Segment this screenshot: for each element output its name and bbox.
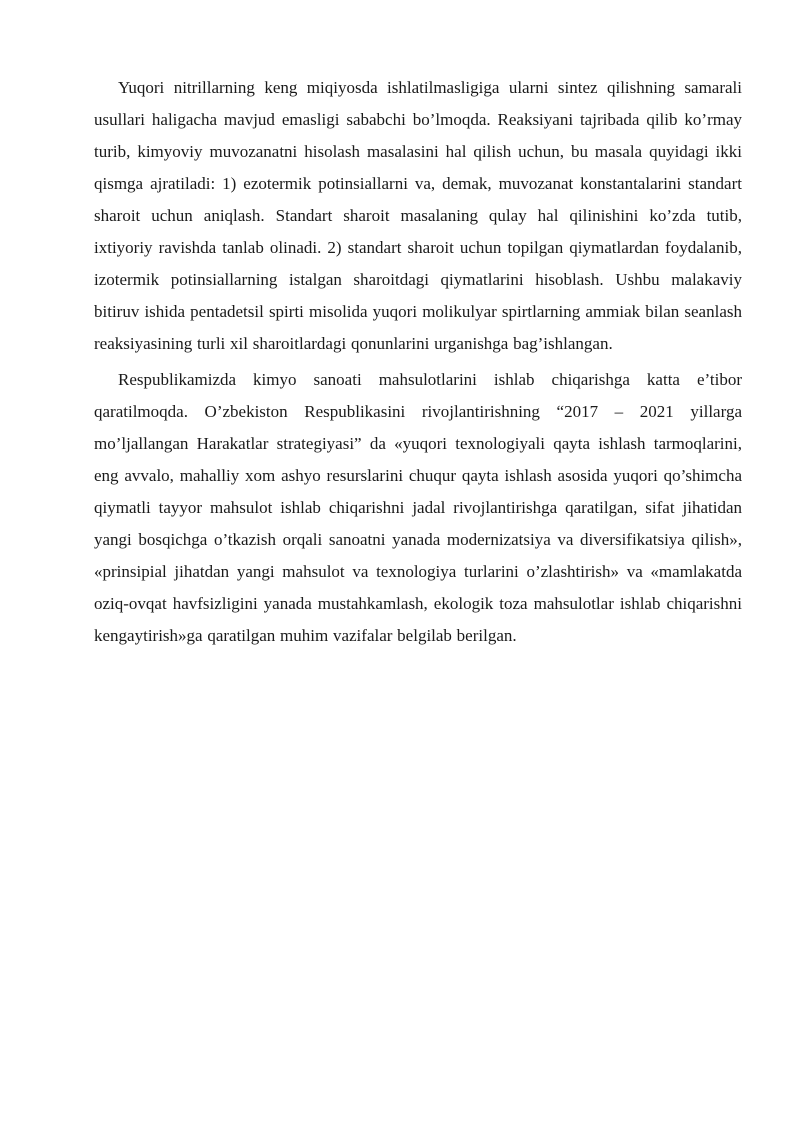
document-body — [94, 72, 742, 656]
paragraph-1: Yuqori nitrillarning keng miqiyosda ishlatilmasligiga ularni sintez qilishning samarali usullari haligacha mavjud emasligi sababchi bo’lmoqda. Reaksiyani tajribada qilib ko’rmay turib, kimyoviy muvozanatni hisolash masalasini hal qilish uchun, bu masala quyidagi ikki qismga ajratiladi: 1) ezotermik potinsiallarni va, demak, muvozanat konstantalarini standart sharoit uchun aniqlash. Standart sharoit masalaning qulay hal qilinishini ko’zda tutib, ixtiyoriy ravishda tanlab olinadi. 2) standart sharoit uchun topilgan qiymatlardan foydalanib, izotermik potinsiallarning istalgan sharoitdagi qiymatlarini hisoblash. Ushbu malakaviy bitiruv ishida pentadetsil spirti misolida yuqori molikulyar spirtlarning ammiak bilan seanlash reaksiyasining turli xil sharoitlardagi qonunlarini urganishga bag’ishlangan. — [94, 78, 742, 353]
paragraph-2: Respublikamizda kimyo sanoati mahsulotlarini ishlab chiqarishga katta e’tibor qaratilmoqda. O’zbekiston Respublikasini rivojlantirishning “2017 – 2021 yillarga mo’ljallangan Harakatlar strategiyasi” da «yuqori texnologiyali qayta ishlash tarmoqlarini, eng avvalo, mahalliy xom ashyo resurslarini chuqur qayta ishlash asosida yuqori qo’shimcha qiymatli tayyor mahsulot ishlab chiqarishni jadal rivojlantirishga qaratilgan, sifat jihatidan yangi bosqichga o’tkazish orqali sanoatni yanada modernizatsiya va diversifikatsiya qilish», «prinsipial jihatdan yangi mahsulot va texnologiya turlarini o’zlashtirish» va «mamlakatda oziq-ovqat havfsizligini yanada mustahkamlash, ekologik toza mahsulotlar ishlab chiqarishni kengaytirish»ga qaratilgan muhim vazifalar belgilab berilgan. — [94, 370, 742, 645]
